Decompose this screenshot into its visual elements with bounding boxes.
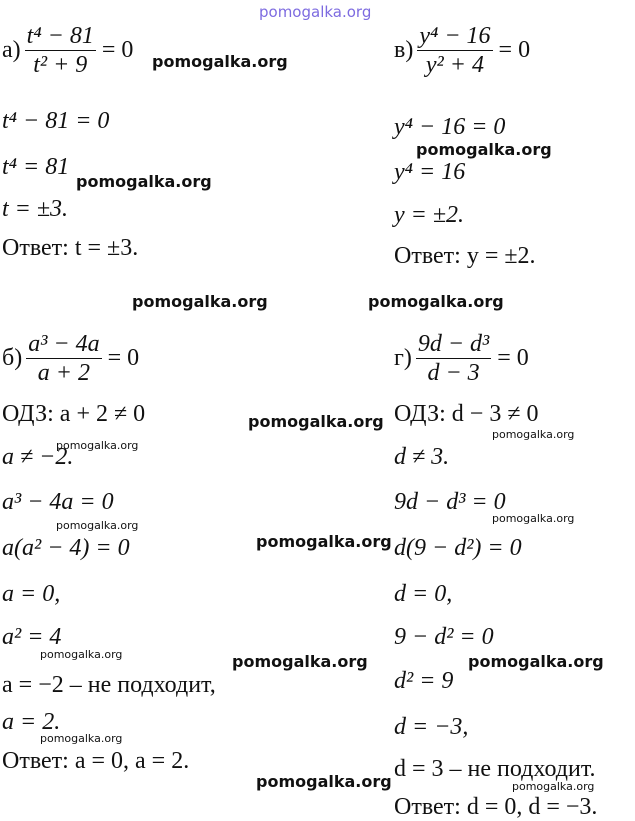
problem-g-step: d = −3,	[394, 714, 469, 740]
problem-v-answer: Ответ: y = ±2.	[394, 243, 536, 269]
problem-b-denominator: a + 2	[37, 360, 90, 386]
watermark: pomogalka.org	[416, 140, 552, 159]
problem-a-equation	[2, 22, 133, 79]
problem-b-label: б)	[2, 345, 23, 371]
problem-a-step: t⁴ − 81 = 0	[2, 108, 110, 134]
problem-a-numerator: t⁴ − 81	[26, 23, 94, 49]
problem-b-step: a² = 4	[2, 624, 62, 650]
watermark: pomogalka.org	[40, 648, 123, 661]
problem-b-equation	[2, 330, 139, 387]
watermark: pomogalka.org	[56, 439, 139, 452]
watermark: pomogalka.org	[132, 292, 268, 311]
problem-b-step: a = −2 – не подходит,	[2, 672, 216, 698]
problem-b-step: a(a² − 4) = 0	[2, 535, 130, 561]
problem-v-fraction	[417, 22, 492, 79]
problem-b-answer: Ответ: a = 0, a = 2.	[2, 748, 190, 774]
problem-g-answer: Ответ: d = 0, d = −3.	[394, 794, 598, 820]
problem-g-step: d = 3 – не подходит.	[394, 756, 596, 782]
watermark: pomogalka.org	[40, 732, 123, 745]
problem-b-step: a ≠ −2.	[2, 444, 74, 470]
problem-g-step: 9d − d³ = 0	[394, 489, 506, 515]
watermark: pomogalka.org	[256, 532, 392, 551]
problem-v-denominator: y² + 4	[425, 52, 484, 78]
problem-g-step: d ≠ 3.	[394, 444, 450, 470]
problem-g-step: ОДЗ: d − 3 ≠ 0	[394, 401, 539, 427]
problem-g-equation	[394, 330, 529, 387]
problem-a-fraction	[25, 22, 96, 79]
problem-v-rhs: = 0	[498, 37, 531, 63]
problem-b-step: ОДЗ: a + 2 ≠ 0	[2, 401, 146, 427]
problem-a-rhs: = 0	[101, 37, 134, 63]
watermark: pomogalka.org	[152, 52, 288, 71]
top-watermark: pomogalka.org	[259, 3, 372, 21]
watermark: pomogalka.org	[368, 292, 504, 311]
watermark: pomogalka.org	[256, 772, 392, 791]
problem-g-step: d = 0,	[394, 581, 453, 607]
problem-a-label: а)	[2, 37, 21, 63]
problem-v-step: y⁴ − 16 = 0	[394, 114, 506, 140]
watermark: pomogalka.org	[512, 780, 595, 793]
problem-g-fraction	[416, 330, 491, 387]
problem-v-equation	[394, 22, 530, 79]
problem-v-label: в)	[394, 37, 414, 63]
problem-b-step: a = 0,	[2, 581, 61, 607]
watermark: pomogalka.org	[232, 652, 368, 671]
problem-g-step: d² = 9	[394, 668, 454, 694]
problem-v-step: y = ±2.	[394, 202, 465, 228]
problem-b-rhs: = 0	[107, 345, 140, 371]
watermark: pomogalka.org	[468, 652, 604, 671]
watermark: pomogalka.org	[248, 412, 384, 431]
problem-b-step: a³ − 4a = 0	[2, 489, 114, 515]
problem-v-numerator: y⁴ − 16	[419, 23, 491, 49]
problem-g-numerator: 9d − d³	[417, 331, 490, 357]
problem-a-answer: Ответ: t = ±3.	[2, 235, 139, 261]
problem-a-denominator: t² + 9	[33, 52, 88, 78]
problem-g-denominator: d − 3	[427, 360, 480, 386]
problem-a-step: t = ±3.	[2, 196, 69, 222]
problem-g-step: 9 − d² = 0	[394, 624, 494, 650]
problem-b-step: a = 2.	[2, 709, 61, 735]
watermark: pomogalka.org	[492, 512, 575, 525]
problem-g-step: d(9 − d²) = 0	[394, 535, 522, 561]
problem-g-rhs: = 0	[497, 345, 529, 371]
problem-b-numerator: a³ − 4a	[28, 331, 100, 357]
problem-g-label: г)	[394, 345, 412, 371]
problem-a-step: t⁴ = 81	[2, 154, 70, 180]
problem-v-step: y⁴ = 16	[394, 159, 466, 185]
watermark: pomogalka.org	[492, 428, 575, 441]
watermark: pomogalka.org	[56, 519, 139, 532]
problem-b-fraction	[26, 330, 101, 387]
watermark: pomogalka.org	[76, 172, 212, 191]
